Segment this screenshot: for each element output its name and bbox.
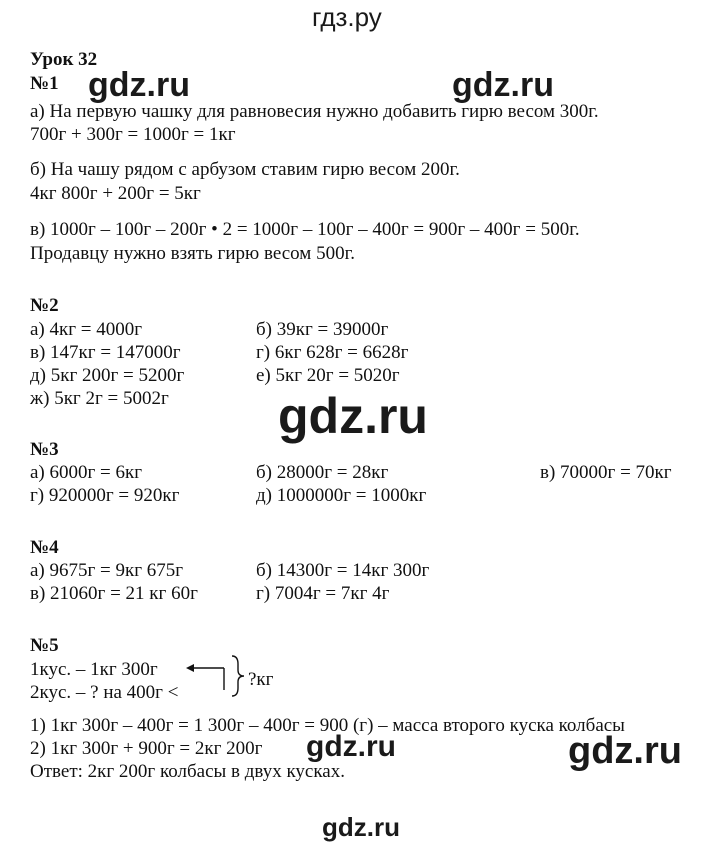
task1-c-line2: Продавцу нужно взять гирю весом 500г. bbox=[30, 243, 355, 264]
lesson-title: Урок 32 bbox=[30, 49, 98, 70]
task5-answer: Ответ: 2кг 200г колбасы в двух кусках. bbox=[30, 761, 345, 782]
task1-a-line2: 700г + 300г = 1000г = 1кг bbox=[30, 124, 236, 145]
watermark-bottom-right: gdz.ru bbox=[568, 730, 682, 772]
task2-v: в) 147кг = 147000г bbox=[30, 342, 181, 363]
task2-zh: ж) 5кг 2г = 5002г bbox=[30, 388, 169, 409]
watermark-middle: gdz.ru bbox=[278, 388, 428, 444]
task1-label: №1 bbox=[30, 73, 59, 94]
watermark-footer: gdz.ru bbox=[322, 812, 400, 842]
task1-a-line1: а) На первую чашку для равновесия нужно добавить гирю весом 300г. bbox=[30, 101, 599, 122]
short-note-arrow-brace-icon bbox=[180, 652, 250, 700]
task5-step1: 1) 1кг 300г – 400г = 1 300г – 400г = 900 (г) – масса второго куска колбасы bbox=[30, 715, 625, 736]
task5-question: ?кг bbox=[248, 669, 274, 690]
task2-d: д) 5кг 200г = 5200г bbox=[30, 365, 185, 386]
task3-d: д) 1000000г = 1000кг bbox=[256, 485, 427, 506]
task2-g: г) 6кг 628г = 6628г bbox=[256, 342, 409, 363]
task5-short2: 2кус. – ? на 400г < bbox=[30, 682, 179, 703]
watermark-top-left: gdz.ru bbox=[88, 66, 190, 104]
task2-a: а) 4кг = 4000г bbox=[30, 319, 143, 340]
task4-label: №4 bbox=[30, 537, 59, 558]
task5-short1: 1кус. – 1кг 300г bbox=[30, 659, 158, 680]
task2-label: №2 bbox=[30, 295, 59, 316]
task3-b: б) 28000г = 28кг bbox=[256, 462, 389, 483]
task4-a: а) 9675г = 9кг 675г bbox=[30, 560, 184, 581]
task4-v: в) 21060г = 21 кг 60г bbox=[30, 583, 198, 604]
task4-b: б) 14300г = 14кг 300г bbox=[256, 560, 430, 581]
watermark-bottom-center: gdz.ru bbox=[306, 730, 396, 763]
task3-a: а) 6000г = 6кг bbox=[30, 462, 143, 483]
task4-g: г) 7004г = 7кг 4г bbox=[256, 583, 390, 604]
task5-step2: 2) 1кг 300г + 900г = 2кг 200г bbox=[30, 738, 263, 759]
task1-b-line1: б) На чашу рядом с арбузом ставим гирю весом 200г. bbox=[30, 159, 460, 180]
task2-b: б) 39кг = 39000г bbox=[256, 319, 389, 340]
task5-label: №5 bbox=[30, 635, 59, 656]
task3-label: №3 bbox=[30, 439, 59, 460]
watermark-top-right: gdz.ru bbox=[452, 66, 554, 104]
task2-e: е) 5кг 20г = 5020г bbox=[256, 365, 400, 386]
task3-v: в) 70000г = 70кг bbox=[540, 462, 672, 483]
task3-g: г) 920000г = 920кг bbox=[30, 485, 180, 506]
site-header: гдз.ру bbox=[312, 2, 382, 32]
task1-c-line1: в) 1000г – 100г – 200г • 2 = 1000г – 100г – 400г = 900г – 400г = 500г. bbox=[30, 219, 580, 240]
task1-b-line2: 4кг 800г + 200г = 5кг bbox=[30, 183, 201, 204]
